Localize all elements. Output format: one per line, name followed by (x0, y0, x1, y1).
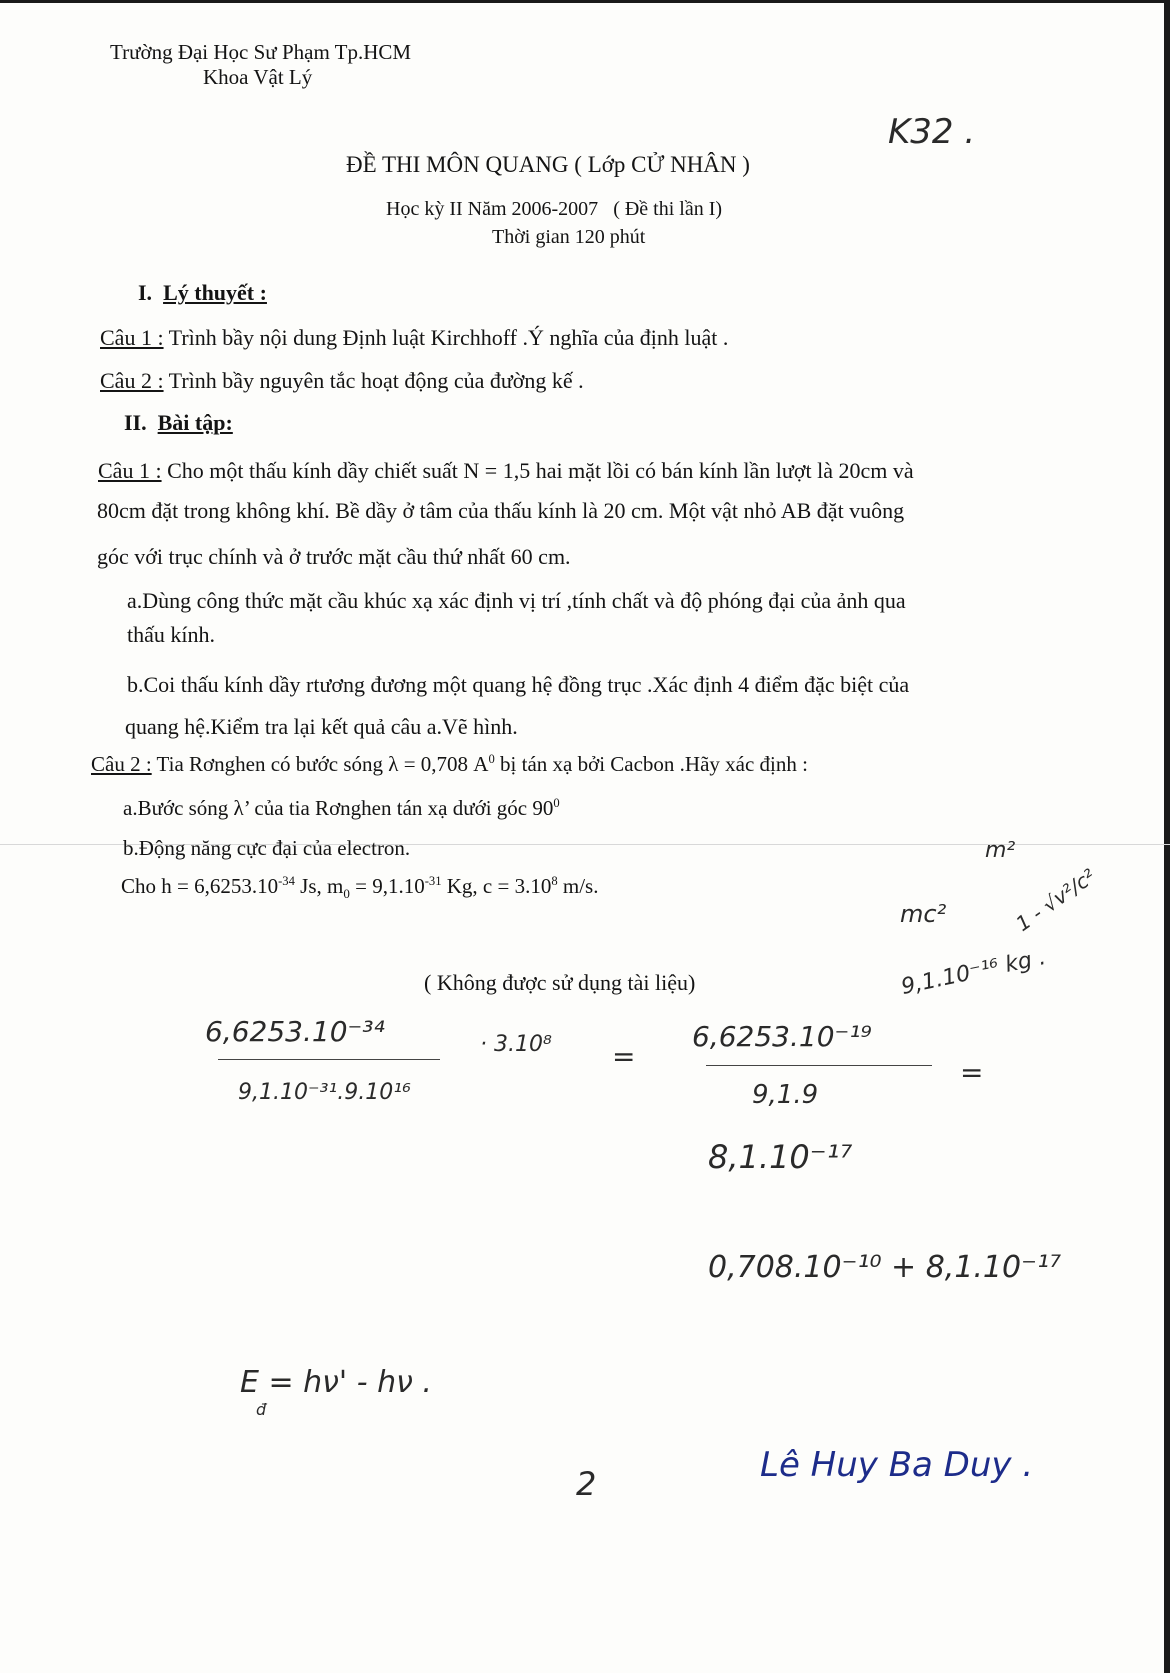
theory-heading (138, 280, 267, 306)
fraction-bar-left (218, 1059, 440, 1060)
handwritten-mass-energy: 9,1.10⁻¹⁶ kg . (899, 944, 1048, 1001)
scan-edge-right (1164, 0, 1170, 1673)
exercise-q1-label: Câu 1 : (98, 458, 162, 483)
exercise-q2-part-a: a.Bước sóng λ’ của tia Rơnghen tán xạ dưới góc $90^0$ (123, 796, 560, 820)
exercise-q1-line-3: góc với trục chính và ở trước mặt cầu thứ nhất 60 cm. (97, 544, 571, 569)
handwritten-result: 8,1.10⁻¹⁷ (708, 1138, 853, 1176)
school-name: Trường Đại Học Sư Phạm Tp.HCM (110, 40, 412, 64)
exercise-q2-wavelength: λ = 0,708 $A^0$ (388, 752, 495, 776)
handwritten-numerator-right: 6,6253.10⁻¹⁹ (692, 1020, 872, 1053)
exam-attempt: ( Đề thi lần I) (613, 198, 723, 220)
handwritten-equals-1: = (612, 1040, 636, 1073)
scan-edge-top (0, 0, 1170, 3)
exercise-q1-line-1-text: Cho một thấu kính dầy chiết suất N = 1,5 hai mặt lồi có bán kính lần lượt là 20cm và (167, 458, 914, 483)
theory-title: Lý thuyết : (163, 280, 267, 305)
exercise-q1-line-2: 80cm đặt trong không khí. Bề dầy ở tâm của thấu kính là 20 cm. Một vật nhỏ AB đặt vuông (97, 498, 905, 523)
signature: Lê Huy Ba Duy . (760, 1445, 1034, 1485)
handwritten-denominator-left: 9,1.10⁻³¹.9.10¹⁶ (238, 1080, 411, 1105)
handwritten-energy-formula: E = hν' - hν . (240, 1365, 432, 1400)
handwritten-energy-subscript: đ (256, 1400, 267, 1419)
exercise-q2-constants: Cho $h = 6,6253.10^{-34}$ Js, $m_0 = 9,1.10^{-31}$ Kg, $c = 3.10^8$ m/s. (121, 874, 599, 902)
course-code-handwritten: K32 . (888, 112, 976, 152)
exercise-number: II. (124, 410, 147, 435)
handwritten-m-squared: m² (985, 838, 1016, 863)
handwritten-equals-2: = (960, 1056, 984, 1089)
faculty-name: Khoa Vật Lý (203, 65, 313, 89)
theory-question-2 (100, 368, 584, 394)
exercise-q1-part-b-line-2: quang hệ.Kiểm tra lại kết quả câu a.Vẽ hình. (125, 714, 518, 739)
exercise-q1-part-a-line-2: thấu kính. (127, 622, 215, 647)
exercise-q2-after: bị tán xạ bởi Cacbon .Hãy xác định : (500, 752, 808, 776)
theory-number: I. (138, 280, 153, 305)
exercise-heading (124, 410, 233, 436)
handwritten-numerator-left: 6,6253.10⁻³⁴ (205, 1015, 385, 1048)
handwritten-root: 1 - √v²/c² (1011, 864, 1100, 936)
exam-term-text: Học kỳ II Năm 2006-2007 (386, 198, 599, 220)
theory-q2-label: Câu 2 : (100, 368, 164, 393)
theory-q1-label: Câu 1 : (100, 325, 164, 350)
handwritten-sum: 0,708.10⁻¹⁰ + 8,1.10⁻¹⁷ (708, 1250, 1061, 1285)
exam-title: ĐỀ THI MÔN QUANG ( Lớp CỬ NHÂN ) (346, 152, 750, 177)
exam-term (386, 198, 722, 221)
exercise-title: Bài tập: (157, 410, 233, 435)
handwritten-times-c: · 3.10⁸ (480, 1032, 552, 1057)
no-materials-note: ( Không được sử dụng tài liệu) (424, 970, 696, 995)
handwritten-mc-squared: mc² (900, 900, 947, 928)
exercise-q2-part-b: b.Động năng cực đại của electron. (123, 836, 411, 860)
exercise-q1-part-b-line-1: b.Coi thấu kính dầy rtương đương một quang hệ đồng trục .Xác định 4 điểm đặc biệt của (127, 672, 910, 697)
handwritten-page-number: 2 (576, 1465, 597, 1503)
handwritten-denominator-right: 9,1.9 (752, 1080, 819, 1110)
exercise-q1-part-a-line-1: a.Dùng công thức mặt cầu khúc xạ xác định vị trí ,tính chất và độ phóng đại của ảnh qua (127, 588, 906, 613)
theory-question-1 (100, 325, 728, 351)
exam-duration: Thời gian 120 phút (492, 226, 646, 248)
exercise-q2-intro: Tia Rơnghen có bước sóng (156, 752, 384, 776)
fraction-bar-right (706, 1065, 932, 1066)
exercise-q2-label: Câu 2 : (91, 752, 152, 776)
exercise-q1-line-1 (98, 458, 914, 484)
exercise-q2-line-1 (91, 752, 808, 777)
theory-q1-text: Trình bầy nội dung Định luật Kirchhoff .Ý nghĩa của định luật . (168, 325, 729, 350)
theory-q2-text: Trình bầy nguyên tắc hoạt động của đường kế . (168, 368, 584, 393)
